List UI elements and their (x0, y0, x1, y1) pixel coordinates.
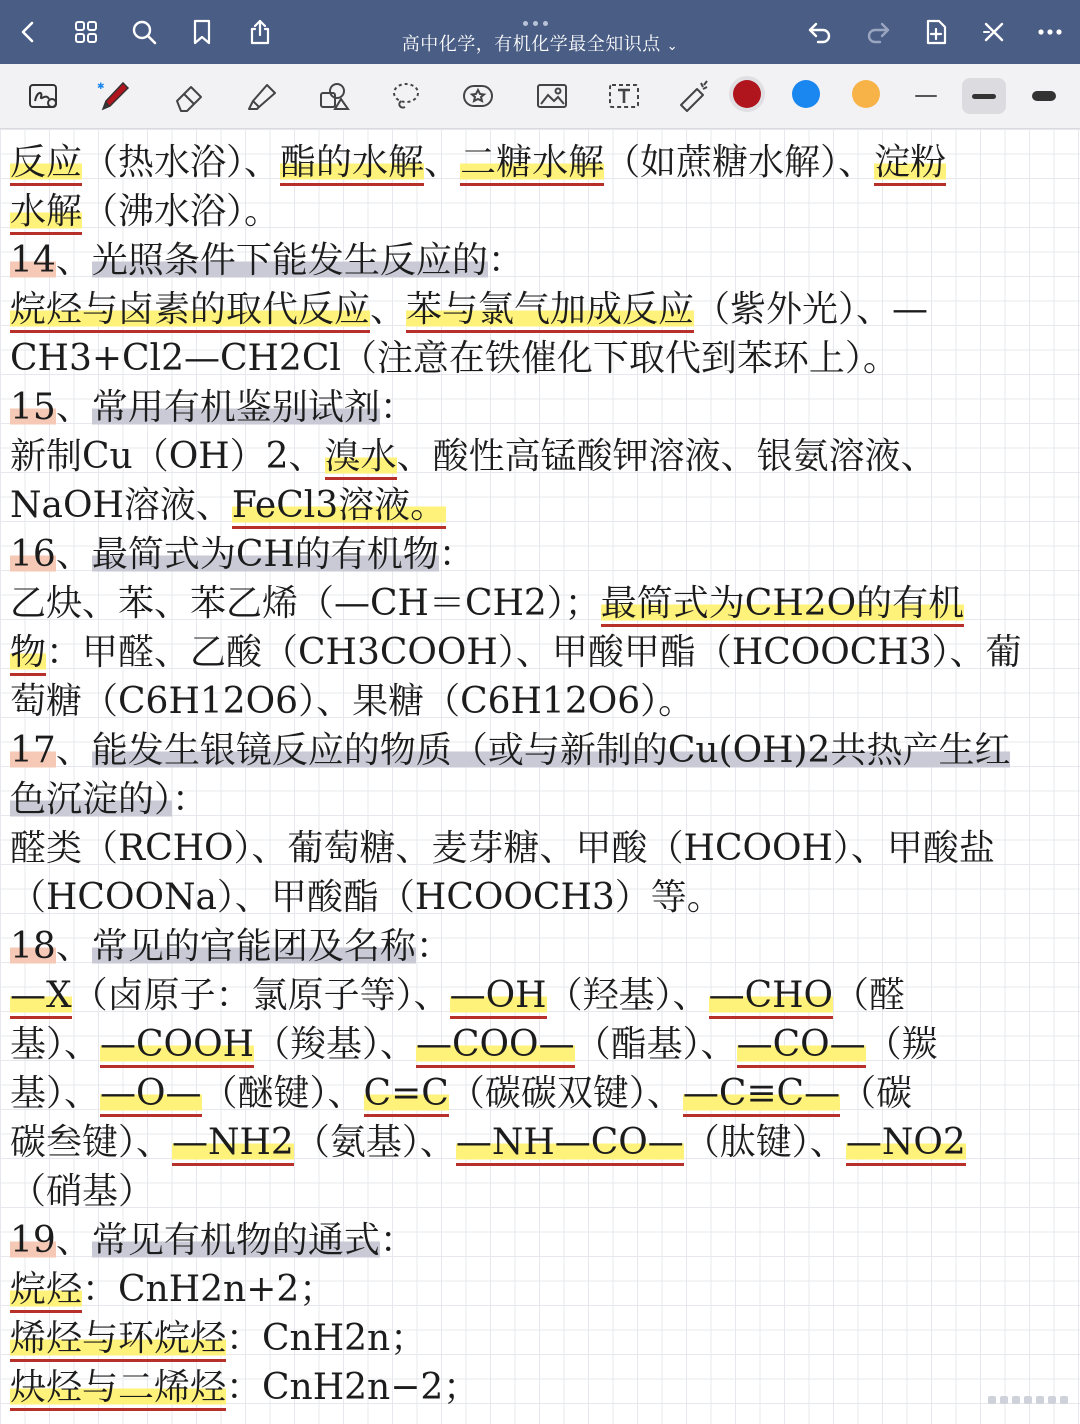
note-line: 基）、—COOH（羧基）、—COO—（酯基）、—CO—（羰 (10, 1021, 938, 1069)
lasso-icon[interactable] (384, 76, 428, 116)
section-heading-15: 15、常用有机鉴别试剂： (10, 387, 416, 428)
redo-icon[interactable] (860, 14, 896, 50)
stroke-thick-button[interactable] (1022, 78, 1066, 114)
note-line: 烯烃与环烷烃：CnH2n； (10, 1315, 426, 1363)
grid-icon[interactable] (68, 14, 104, 50)
note-line: 基）、—O—（醚键）、C=C（碳碳双键）、—C≡C—（碳 (10, 1070, 912, 1118)
note-line: 反应（热水浴）、酯的水解、二糖水解（如蔗糖水解）、淀粉 (10, 139, 946, 187)
stroke-medium-button[interactable] (962, 78, 1006, 114)
undo-icon[interactable] (802, 14, 838, 50)
section-heading-16: 16、最简式为CH的有机物： (10, 534, 475, 575)
laser-icon[interactable] (672, 76, 716, 116)
section-heading-14: 14、光照条件下能发生反应的： (10, 240, 524, 281)
note-line: NaOH溶液、FeCl3溶液。 (10, 482, 446, 530)
share-icon[interactable] (242, 14, 278, 50)
note-line: 物：甲醛、乙酸（CH3COOH）、甲酸甲酯（HCOOCH3）、葡 (10, 629, 1022, 677)
eraser-icon[interactable] (168, 76, 212, 116)
pen-icon[interactable] (92, 76, 136, 116)
top-navigation-bar (0, 0, 1080, 64)
sticker-icon[interactable] (456, 76, 500, 116)
color-orange-swatch[interactable] (852, 80, 880, 108)
note-line: 色沉淀的）： (10, 779, 209, 820)
section-heading-19: 19、常见有机物的通式： (10, 1220, 416, 1261)
note-page[interactable] (0, 129, 1080, 1424)
note-line: 炔烃与二烯烃：CnH2n−2； (10, 1364, 479, 1412)
note-line: 醛类（RCHO）、葡萄糖、麦芽糖、甲酸（HCOOH）、甲酸盐 (10, 828, 995, 869)
watermark-icon (988, 1390, 1070, 1410)
lasso-ink-icon[interactable] (22, 76, 66, 116)
drag-handle[interactable] (523, 11, 557, 17)
note-line: 水解（沸水浴）。 (10, 188, 280, 236)
color-blue-swatch[interactable] (792, 80, 820, 108)
note-line: 烷烃与卤素的取代反应、苯与氯气加成反应（紫外光）、— (10, 286, 928, 334)
note-line: 新制Cu（OH）2、溴水、酸性高锰酸钾溶液、银氨溶液、 (10, 433, 937, 481)
note-line: 萄糖（C6H12O6）、果糖（C6H12O6）。 (10, 681, 695, 722)
highlighter-icon[interactable] (240, 76, 284, 116)
shapes-icon[interactable] (312, 76, 356, 116)
note-line: CH3+Cl2—CH2Cl（注意在铁催化下取代到苯环上）。 (10, 338, 899, 379)
note-line: 烷烃：CnH2n+2； (10, 1266, 335, 1314)
document-title-text: 高中化学，有机化学最全知识点 (401, 34, 661, 55)
search-icon[interactable] (126, 14, 162, 50)
add-page-icon[interactable] (918, 14, 954, 50)
close-icon[interactable] (976, 14, 1012, 50)
document-title[interactable] (340, 30, 740, 56)
svg-text:✱: ✱ (97, 82, 105, 92)
note-line: 碳叁键）、—NH2（氨基）、—NH—CO—（肽键）、—NO2 (10, 1119, 966, 1167)
color-red-swatch[interactable] (733, 80, 761, 108)
text-icon[interactable] (602, 76, 646, 116)
section-heading-18: 18、常见的官能团及名称： (10, 926, 452, 967)
more-icon[interactable] (1032, 14, 1068, 50)
note-line: —X（卤原子：氯原子等）、—OH（羟基）、—CHO（醛 (10, 972, 905, 1020)
section-heading-17: 17、能发生银镜反应的物质（或与新制的Cu(OH)2共热产生红 (10, 730, 1011, 771)
image-icon[interactable] (530, 76, 574, 116)
chevron-down-icon: ⌄ (666, 39, 679, 54)
bookmark-icon[interactable] (184, 14, 220, 50)
note-line: 乙炔、苯、苯乙烯（—CH＝CH2）；最简式为CH2O的有机 (10, 580, 964, 628)
note-line: （HCOONa）、甲酸酯（HCOOCH3）等。 (10, 877, 723, 918)
note-line: （硝基） (10, 1171, 155, 1212)
stroke-thin-button[interactable] (904, 78, 948, 114)
back-icon[interactable] (10, 14, 46, 50)
